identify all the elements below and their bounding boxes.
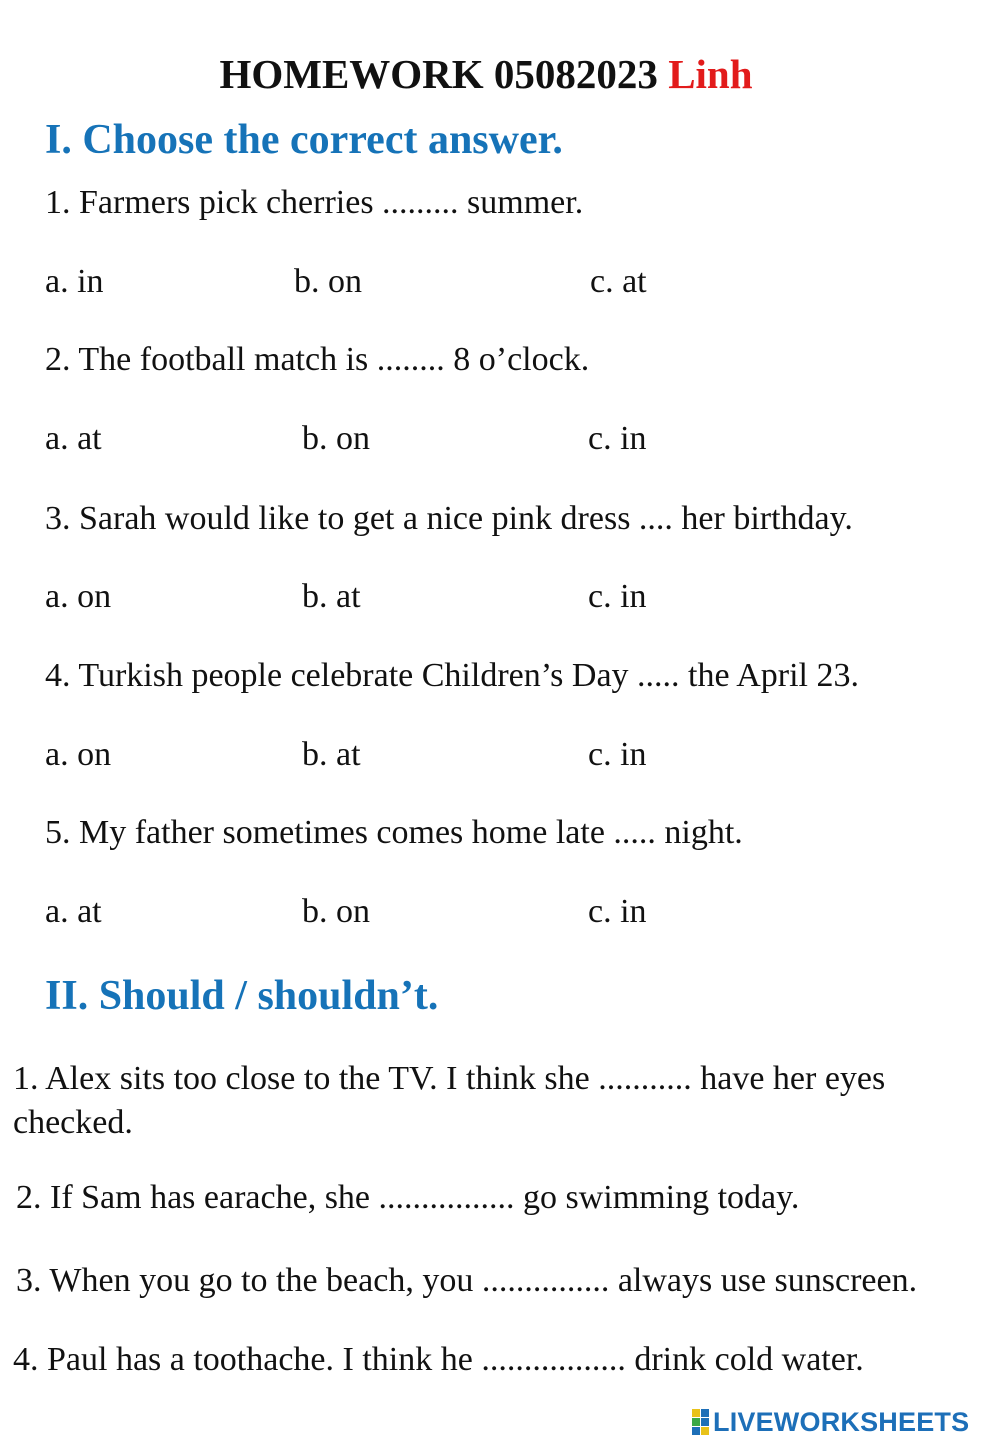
liveworksheets-logo-icon — [692, 1409, 710, 1435]
page-title — [0, 46, 972, 102]
liveworksheets-logo — [692, 1405, 969, 1439]
should-question-2: 2. If Sam has earache, she ................ go swimming today. — [16, 1179, 800, 1216]
q3-option-c: c. in — [588, 578, 647, 615]
question-3-text: 3. Sarah would like to get a nice pink dress .... her birthday. — [45, 500, 853, 537]
q4-option-a: a. on — [45, 736, 112, 773]
question-1-text: 1. Farmers pick cherries ......... summer. — [45, 184, 584, 221]
q3-option-b: b. at — [302, 578, 361, 615]
section-1-heading: I. Choose the correct answer. — [45, 117, 563, 163]
question-2-text: 2. The football match is ........ 8 o’clock. — [45, 341, 590, 378]
q4-option-b: b. at — [302, 736, 361, 773]
should-question-4: 4. Paul has a toothache. I think he ................. drink cold water. — [13, 1341, 864, 1378]
question-4-text: 4. Turkish people celebrate Children’s Day ..... the April 23. — [45, 657, 859, 694]
q1-option-c: c. at — [590, 263, 647, 300]
q2-option-c: c. in — [588, 420, 647, 457]
question-5-text: 5. My father sometimes comes home late ..... night. — [45, 814, 743, 851]
q5-option-b: b. on — [302, 893, 370, 930]
should-question-3: 3. When you go to the beach, you ............... always use sunscreen. — [16, 1262, 918, 1299]
q3-option-a: a. on — [45, 578, 112, 615]
q5-option-c: c. in — [588, 893, 647, 930]
q2-option-a: a. at — [45, 420, 102, 457]
q1-option-b: b. on — [294, 263, 362, 300]
title-text: HOMEWORK 05082023 — [219, 51, 658, 97]
q2-option-b: b. on — [302, 420, 370, 457]
q5-option-a: a. at — [45, 893, 102, 930]
q1-option-a: a. in — [45, 263, 104, 300]
q4-option-c: c. in — [588, 736, 647, 773]
should-question-1: 1. Alex sits too close to the TV. I think she ........... have her eyes checked. — [13, 1060, 886, 1141]
logo-text: LIVEWORKSHEETS — [713, 1406, 970, 1437]
student-name: Linh — [668, 51, 753, 97]
section-2-heading: II. Should / shouldn’t. — [45, 973, 439, 1019]
